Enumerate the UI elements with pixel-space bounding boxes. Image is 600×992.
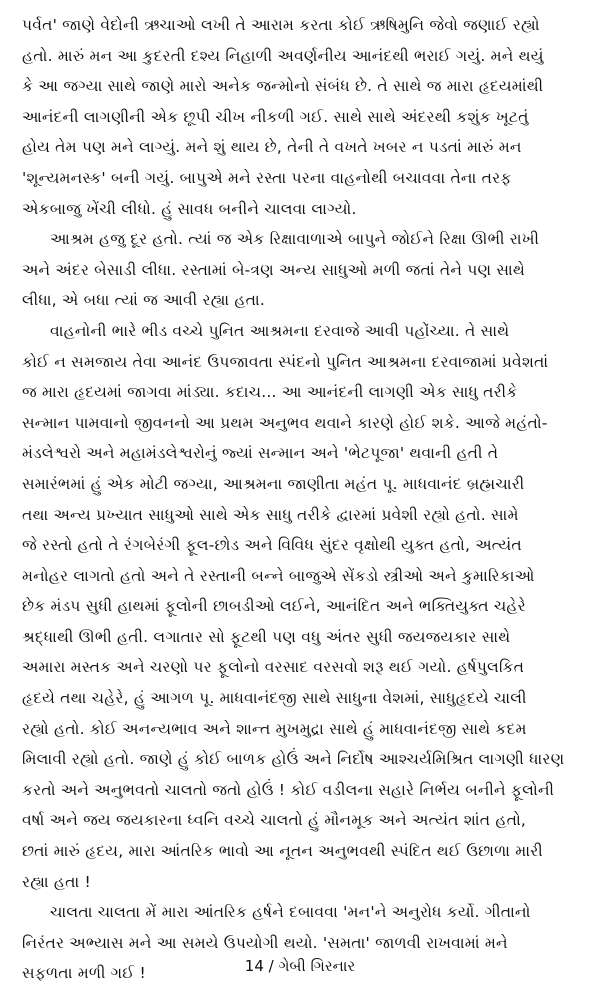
text-line: વર્ષા અને જય જયકારના ધ્વનિ વચ્ચે ચાલતો હું મૌનમૂક અને અત્યંત શાંત હતો, [22,811,527,830]
text-line: આનંદની લાગણીની એક છૂપી ચીખ નીકળી ગઈ. સાથે સાથે અંદરથી કશુંક ખૂટતું [22,107,529,126]
text-line: હોય તેમ પણ મને લાગ્યું. મને શું થાય છે, તેની તે વખતે ખબર ન પડતાં મારું મન [22,138,522,157]
paragraph [22,10,587,224]
page-footer: 14 / ગેબી ગિરનાર [244,957,356,975]
text-line: પર્વત' જાણે વેદોની ઋચાઓ લખી તે આરામ કરતા કોઈ ઋષિમુનિ જેવો જણાઈ રહ્યો [22,16,540,34]
text-line: છતાં મારું હૃદય, મારા આંતરિક ભાવો આ નૂતન અનુભવથી સ્પંદિત થઈ ઉછાળા મારી [22,842,543,861]
text-line: આશ્રમ હજુ દૂર હતો. ત્યાં જ એક રિક્ષાવાળાએ બાપુને જોઈને રિક્ષા ઊભી રાખી [50,230,540,249]
text-line: 'શૂન્યમનસ્ક' બની ગયું. બાપુએ મને રસ્તા પરના વાહનોથી બચાવવા તેના તરફ [22,168,512,187]
text-line: મનોહર લાગતો હતો અને તે રસ્તાની બન્ને બાજુએ સેંકડો સ્ત્રીઓ અને કુમારિકાઓ [22,566,535,585]
text-line: નિરંતર અભ્યાસ મને આ સમયે ઉપયોગી થયો. 'સમતા' જાળવી રાખવામાં મને [22,933,508,952]
text-line: રહ્યો હતો. કોઈ અનન્યભાવ અને શાન્ત મુખમુદ્રા સાથે હું માધવાનંદજી સાથે કદમ [22,719,527,738]
text-line: હૃદયે તથા ચહેરે, હું આગળ પૂ. માધવાનંદજી સાથે સાધુના વેશમાં, સાધુહૃદયે ચાલી [22,689,527,708]
text-line: જે રસ્તો હતો તે રંગબેરંગી ફૂલ-છોડ અને વિવિધ સુંદર વૃક્ષોથી યુક્ત હતો, અત્યંત [22,536,522,555]
text-line: સફળતા મળી ગઈ ! [22,964,146,983]
text-line: મંડલેશ્વરો અને મહામંડલેશ્વરોનું જ્યાં સન્માન અને 'ભેટપૂજા' થવાની હતી તે [22,444,499,463]
text-line: અમારા મસ્તક અને ચરણો પર ફૂલોનો વરસાદ વરસવો શરૂ થઈ ગયો. હર્ષપુલકિત [22,658,525,677]
text-line: શ્રદ્ધાથી ઊભી હતી. લગાતાર સો ફૂટથી પણ વધુ અંતર સુધી જયજયકાર સાથે [22,627,511,646]
text-line: કોઈ ન સમજાય તેવા આનંદ ઉપજાવતા સ્પંદનો પુનિત આશ્રમના દરવાજામાં પ્રવેશતાં [22,352,549,371]
text-line: સન્માન પામવાનો જીવનનો આ પ્રથમ અનુભવ થવાને કારણે હોઈ શકે. આજે મહંતો- [22,413,548,432]
paragraph [22,224,587,316]
text-line: છેક મંડપ સુધી હાથમાં ફૂલોની છાબડીઓ લઈને, આનંદિત અને ભક્તિયુક્ત ચહેરે [22,597,526,616]
text-line: જ મારા હૃદયમાં જાગવા માંડ્યા. કદાચ... આ આનંદની લાગણી એક સાધુ તરીકે [22,383,518,402]
text-line: અને અંદર બેસાડી લીધા. રસ્તામાં બે-ત્રણ અન્ય સાધુઓ મળી જતાં તેને પણ સાથે [22,260,525,279]
text-line: લીધા, એ બધા ત્યાં જ આવી રહ્યા હતા. [22,291,266,310]
text-line: વાહનોની ભારે ભીડ વચ્ચે પુનિત આશ્રમના દરવાજે આવી પહોંચ્યા. તે સાથે [50,321,510,340]
text-line: મિલાવી રહ્યો હતો. જાણે હું કોઈ બાળક હોઉં અને નિર્દોષ આશ્ચર્યમિશ્રિત લાગણી ધારણ [22,750,565,769]
text-line: હતો. મારું મન આ કુદરતી દશ્ય નિહાળી અવર્ણનીય આનંદથી ભરાઈ ગયું. મને થયું [22,46,544,65]
page-body-text [22,10,587,989]
text-line: ચાલતા ચાલતા મેં મારા આંતરિક હર્ષને દબાવવા 'મન'ને અનુરોધ કર્યો. ગીતાનો [50,903,531,922]
paragraph [22,316,587,897]
text-line: કે આ જગ્યા સાથે જાણે મારો અનેક જન્મોનો સંબંધ છે. તે સાથે જ મારા હૃદયમાંથી [22,77,544,96]
text-line: સમારંભમાં હું એક મોટી જગ્યા, આશ્રમના જાણીતા મહંત પૂ. માધવાનંદ બ્રહ્મચારી [22,474,525,493]
text-line: તથા અન્ય પ્રખ્યાત સાધુઓ સાથે એક સાધુ તરીકે દ્વારમાં પ્રવેશી રહ્યો હતો. સામે [22,505,519,524]
text-line: એકબાજુ ખેંચી લીધો. હું સાવધ બનીને ચાલવા લાગ્યો. [22,199,357,218]
text-line: રહ્યા હતા ! [22,872,91,891]
text-line: કરતો અને અનુભવતો ચાલતો જતો હોઉં ! કોઈ વડીલના સહારે નિર્ભય બનીને ફૂલોની [22,780,555,799]
